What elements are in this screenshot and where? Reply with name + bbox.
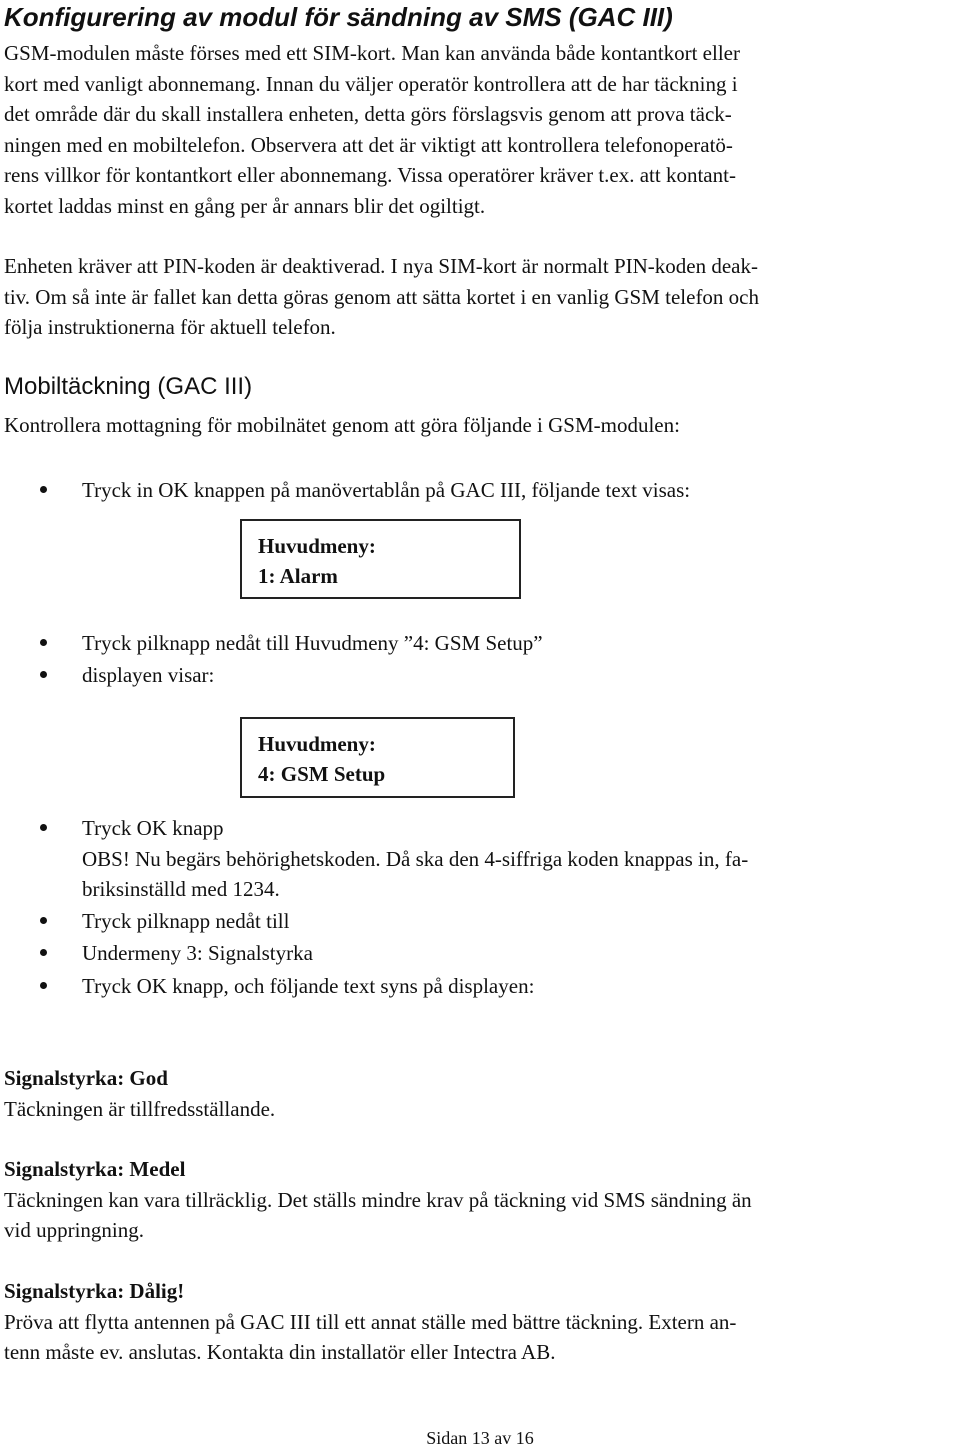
signal-medium-text: vid uppringning. xyxy=(4,1218,144,1242)
intro-line: rens villkor för kontantkort eller abonnemang. Vissa operatörer kräver t.ex. att kontant- xyxy=(4,163,736,187)
pin-paragraph xyxy=(4,251,956,343)
step-text: Tryck in OK knappen på manövertablån på GAC III, följande text visas: xyxy=(82,478,691,502)
section-intro xyxy=(4,410,956,441)
intro-paragraph xyxy=(4,38,956,221)
step-text-line: Tryck OK knapp xyxy=(82,816,224,840)
signal-good-block xyxy=(4,1063,956,1124)
signal-bad-text: tenn måste ev. anslutas. Kontakta din installatör eller Intectra AB. xyxy=(4,1340,556,1364)
intro-line: kort med vanligt abonnemang. Innan du väljer operatör kontrollera att de har täckning i xyxy=(4,71,738,96)
section-intro-text: Kontrollera mottagning för mobilnätet genom att göra följande i GSM-modulen: xyxy=(4,413,680,437)
bullet-icon xyxy=(40,824,47,831)
step-text xyxy=(82,813,748,905)
pin-line: tiv. Om så inte är fallet kan detta göras genom att sätta kortet i en vanlig GSM telefon och xyxy=(4,284,760,309)
intro-line: ningen med en mobiltelefon. Observera att det är viktigt att kontrollera telefonoperatö- xyxy=(4,132,733,157)
pin-line: Enheten kräver att PIN-koden är deaktiverad. I nya SIM-kort är normalt PIN-koden deak- xyxy=(4,254,758,278)
signal-bad-text: Pröva att flytta antennen på GAC III till ett annat ställe med bättre täckning. Extern an- xyxy=(4,1309,737,1334)
step-text: Tryck pilknapp nedåt till xyxy=(82,909,290,933)
signal-medium-text: Täckningen kan vara tillräcklig. Det ställs mindre krav på täckning vid SMS sändning än xyxy=(4,1187,752,1212)
display-line: 1: Alarm xyxy=(258,564,338,588)
bullet-icon xyxy=(40,486,47,493)
step-text: displayen visar: xyxy=(82,663,215,687)
signal-bad-label: Signalstyrka: Dålig! xyxy=(4,1279,185,1303)
intro-line: GSM-modulen måste förses med ett SIM-kort. Man kan använda både kontantkort eller xyxy=(4,41,740,65)
section-heading: Mobiltäckning (GAC III) xyxy=(4,373,253,400)
display-line: Huvudmeny: xyxy=(258,534,376,558)
page-title: Konfigurering av modul för sändning av SMS (GAC III) xyxy=(4,2,673,32)
signal-good-text: Täckningen är tillfredsställande. xyxy=(4,1096,276,1121)
display-box-main-menu-gsm-setup xyxy=(240,717,515,798)
intro-line: det område där du skall installera enheten, detta görs förslagsvis genom att prova täck- xyxy=(4,102,732,126)
display-box-main-menu-alarm xyxy=(240,519,521,599)
pin-line: följa instruktionerna för aktuell telefon. xyxy=(4,315,336,339)
bullet-icon xyxy=(40,949,47,956)
bullet-icon xyxy=(40,917,47,924)
bullet-icon xyxy=(40,639,47,646)
step-note-line: briksinställd med 1234. xyxy=(82,877,280,901)
step-text: Tryck pilknapp nedåt till Huvudmeny ”4: GSM Setup” xyxy=(82,631,543,655)
intro-line: kortet laddas minst en gång per år annars blir det ogiltigt. xyxy=(4,193,486,218)
step-note-line: OBS! Nu begärs behörighetskoden. Då ska den 4-siffriga koden knappas in, fa- xyxy=(82,846,749,871)
page-number-footer: Sidan 13 av 16 xyxy=(426,1428,534,1448)
step-text: Tryck OK knapp, och följande text syns på displayen: xyxy=(82,974,535,998)
signal-medium-block xyxy=(4,1154,956,1246)
signal-medium-label: Signalstyrka: Medel xyxy=(4,1157,186,1181)
bullet-icon xyxy=(40,671,47,678)
signal-good-label: Signalstyrka: God xyxy=(4,1066,168,1090)
bullet-icon xyxy=(40,982,47,989)
display-line: Huvudmeny: xyxy=(258,732,376,756)
display-line: 4: GSM Setup xyxy=(258,762,386,786)
signal-bad-block xyxy=(4,1276,956,1368)
step-text: Undermeny 3: Signalstyrka xyxy=(82,941,313,965)
